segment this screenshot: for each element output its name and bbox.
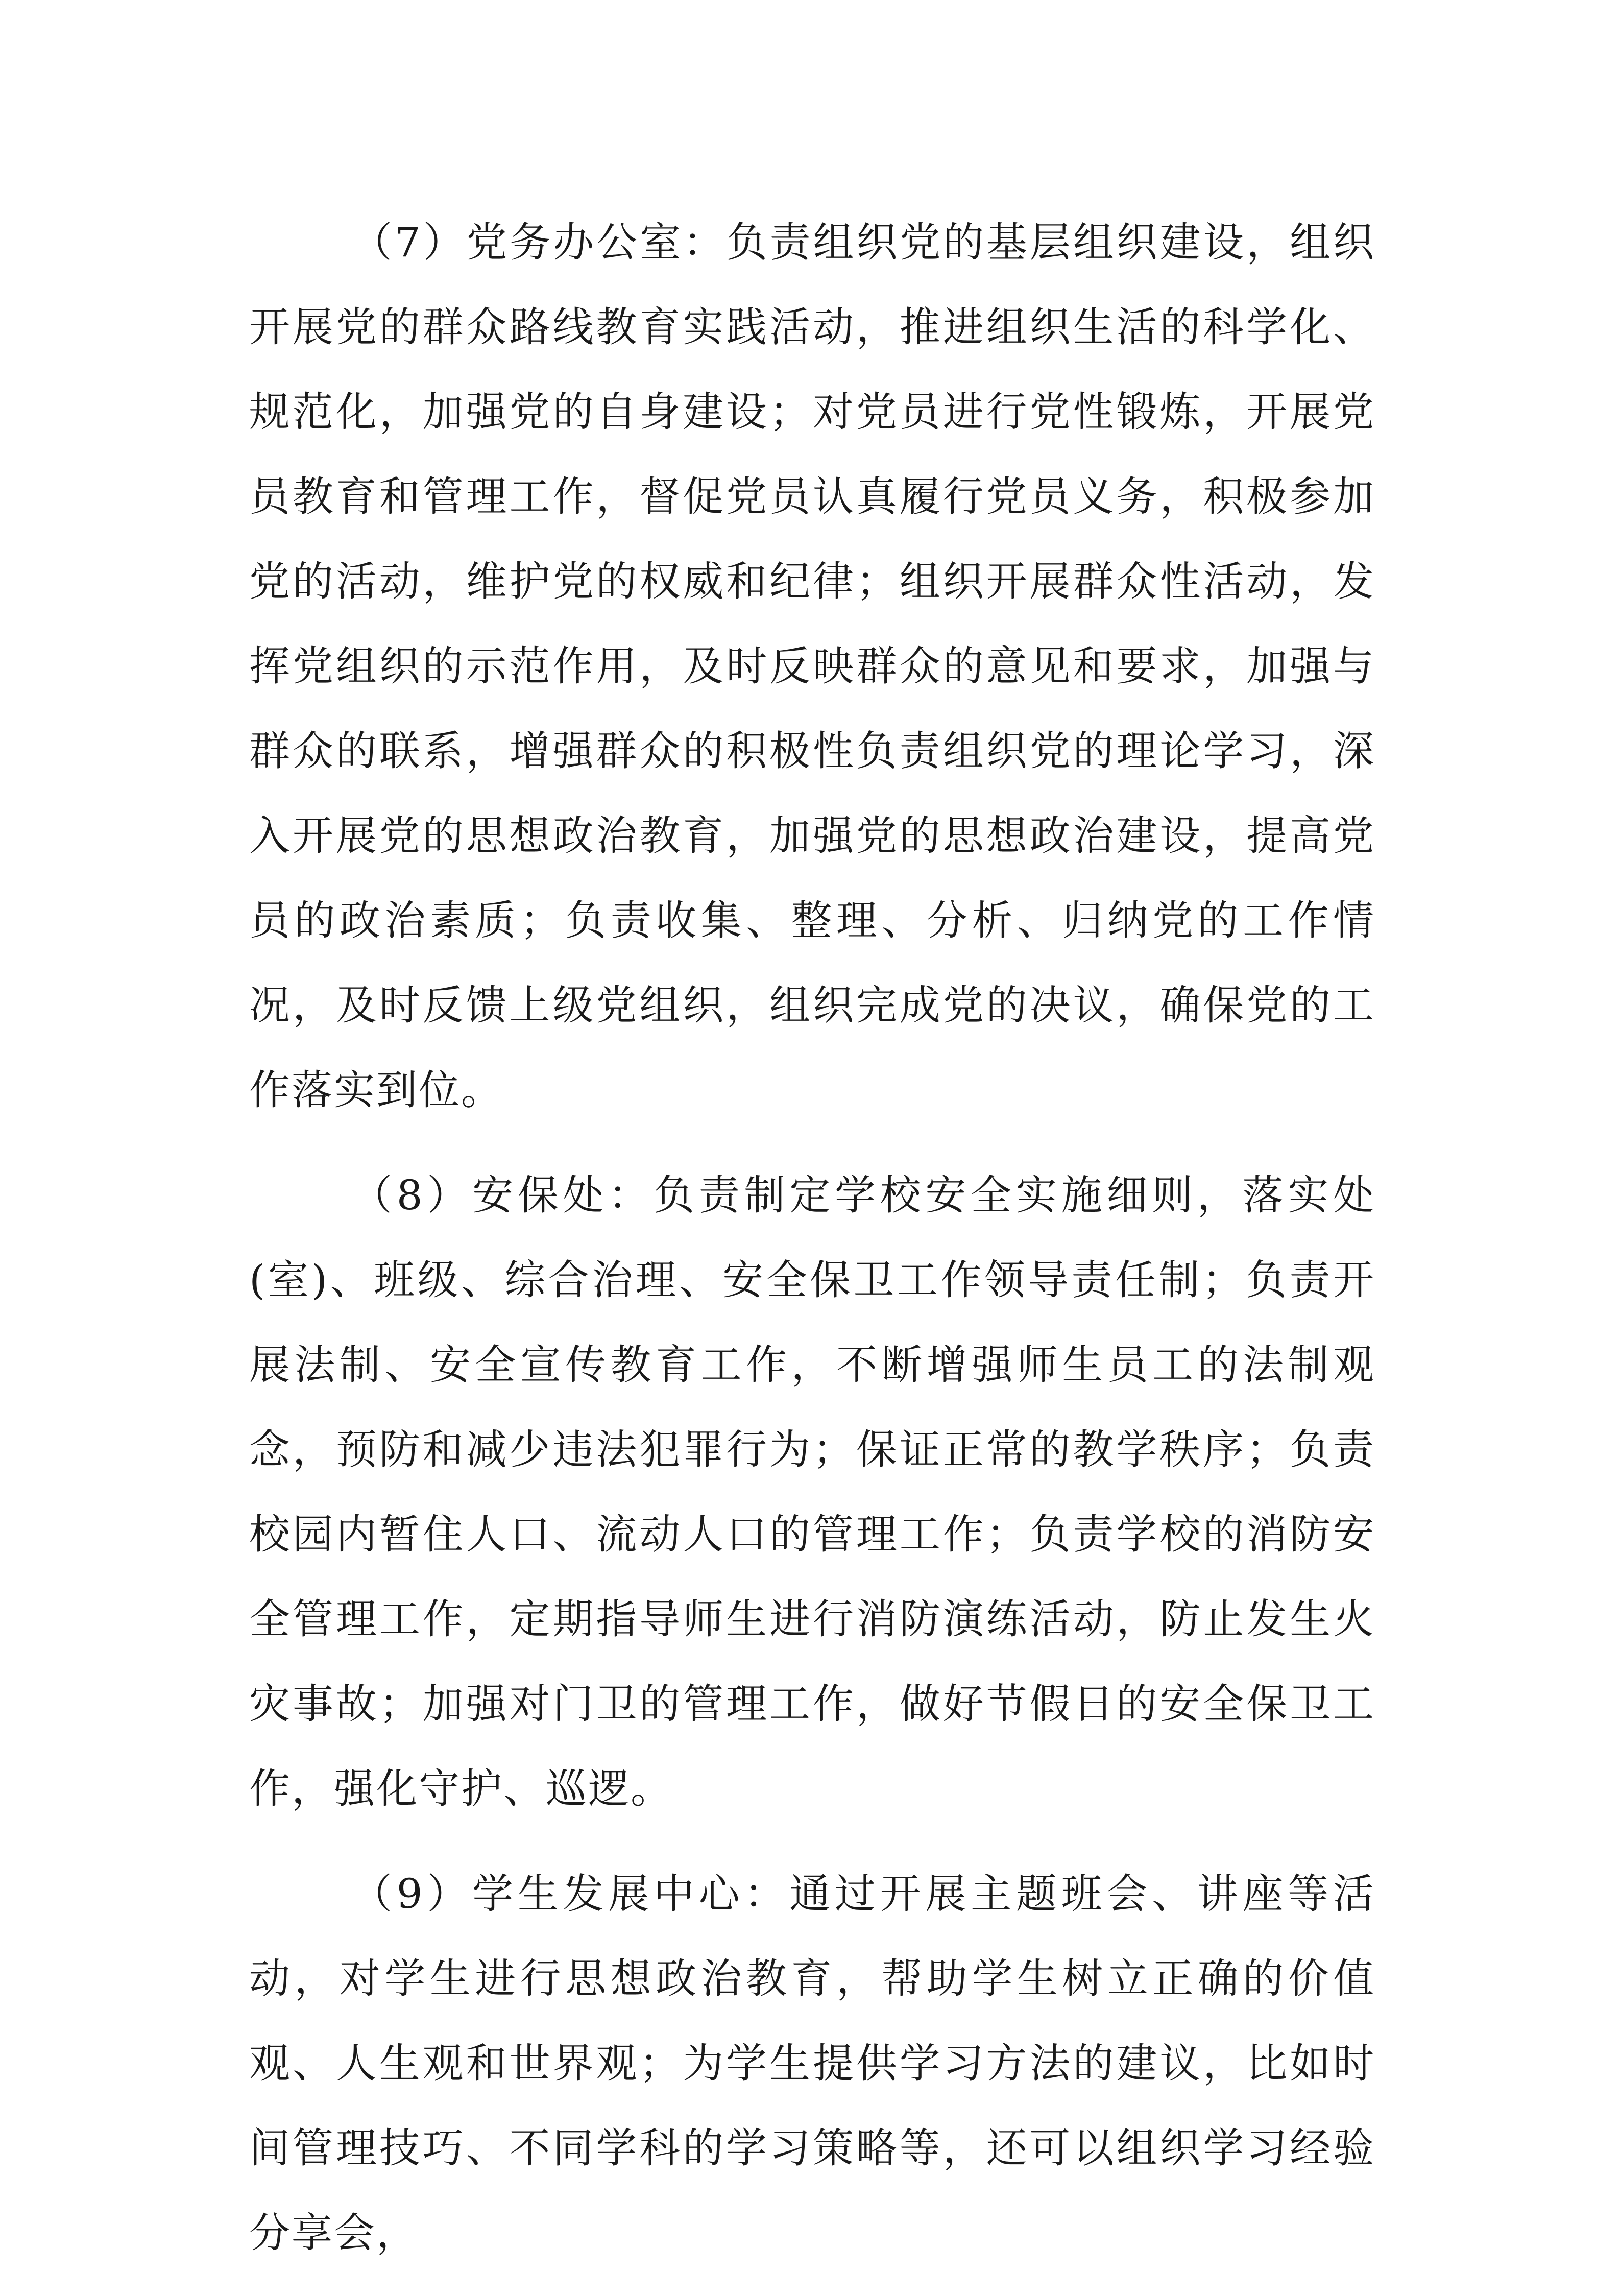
paragraph-student-development-center: （9）学生发展中心：通过开展主题班会、讲座等活动，对学生进行思想政治教育，帮助学生树立正确的价值观、人生观和世界观；为学生提供学习方法的建议，比如时间管理技巧、不同学科的学习策略等，还可以组织学习经验分享会，	[249, 1870, 1375, 2257]
paragraph-security-office: （8）安保处：负责制定学校安全实施细则，落实处(室)、班级、综合治理、安全保卫工作领导责任制；负责开展法制、安全宣传教育工作，不断增强师生员工的法制观念，预防和减少违法犯罪行为；保证正常的教学秩序；负责校园内暂住人口、流动人口的管理工作；负责学校的消防安全管理工作，定期指导师生进行消防演练活动，防止发生火灾事故；加强对门卫的管理工作，做好节假日的安全保卫工作，强化守护、巡逻。	[249, 1171, 1375, 1812]
document-body	[249, 200, 1375, 2296]
paragraph-party-affairs-office: （7）党务办公室：负责组织党的基层组织建设，组织开展党的群众路线教育实践活动，推进组织生活的科学化、规范化，加强党的自身建设；对党员进行党性锻炼，开展党员教育和管理工作，督促党员认真履行党员义务，积极参加党的活动，维护党的权威和纪律；组织开展群众性活动，发挥党组织的示范作用，及时反映群众的意见和要求，加强与群众的联系，增强群众的积极性负责组织党的理论学习，深入开展党的思想政治教育，加强党的思想政治建设，提高党员的政治素质；负责收集、整理、分析、归纳党的工作情况，及时反馈上级党组织，组织完成党的决议，确保党的工作落实到位。	[249, 219, 1375, 1114]
